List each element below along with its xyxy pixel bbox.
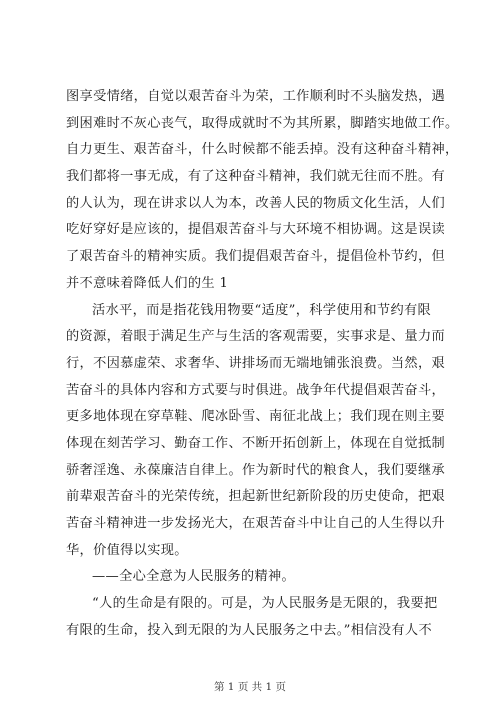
text-line: 自力更生、艰苦奋斗，什么时候都不能丢掉。没有这种奋斗精神，	[66, 142, 459, 158]
text-line: 图享受情绪，自觉以艰苦奋斗为荣，工作顺利时不头脑发热，遇	[66, 89, 446, 104]
text-line: 到困难时不灰心丧气，取得成就时不为其所累，脚踏实地做工作。	[66, 115, 459, 131]
text-line: 了艰苦奋斗的精神实质。我们提倡艰苦奋斗，提倡俭朴节约，但	[66, 249, 446, 265]
text-line: 的人认为，现在讲求以人为本，改善人民的物质文化生活，人们	[66, 195, 446, 211]
text-line: 前辈艰苦奋斗的光荣传统，担起新世纪新阶段的历史使命，把艰	[66, 489, 446, 505]
text-line: 华，价值得以实现。	[66, 542, 188, 558]
paragraph-start-line: 活水平，而是指花钱用物要“适度”，科学使用和节约有限	[92, 302, 432, 318]
text-line: 有限的生命，投入到无限的为人民服务之中去。”相信没有人不	[66, 622, 433, 638]
text-line: 行，不因慕虚荣、求奢华、讲排场而无端地铺张浪费。当然，艰	[66, 355, 446, 371]
text-line: 苦奋斗的具体内容和方式要与时俱进。战争年代提倡艰苦奋斗，	[66, 382, 446, 398]
text-line: 的资源，着眼于满足生产与生活的客观需要，实事求是、量力而	[66, 329, 446, 345]
text-line: 苦奋斗精神进一步发扬光大，在艰苦奋斗中让自己的人生得以升	[66, 516, 446, 531]
text-line: 吃好穿好是应该的，提倡艰苦奋斗与大环境不相协调。这是误读	[66, 222, 446, 238]
text-line: 体现在刻苦学习、勤奋工作、不断开拓创新上，体现在自觉抵制	[66, 435, 446, 451]
text-line: 我们都将一事无成，有了这种奋斗精神，我们就无往而不胜。有	[66, 169, 446, 185]
text-line: 并不意味着降低人们的生 1	[66, 275, 229, 291]
section-heading-line: ——全心全意为人民服务的精神。	[92, 569, 296, 585]
document-body	[66, 84, 459, 644]
page-number-footer: 第 1 页 共 1 页	[213, 681, 287, 693]
paragraph-start-line: “人的生命是有限的。可是，为人民服务是无限的，我要把	[92, 596, 438, 612]
text-line: 更多地体现在穿草鞋、爬冰卧雪、南征北战上；我们现在则主要	[66, 409, 446, 425]
text-line: 骄奢淫逸、永葆廉洁自律上。作为新时代的粮食人，我们要继承	[66, 462, 446, 478]
